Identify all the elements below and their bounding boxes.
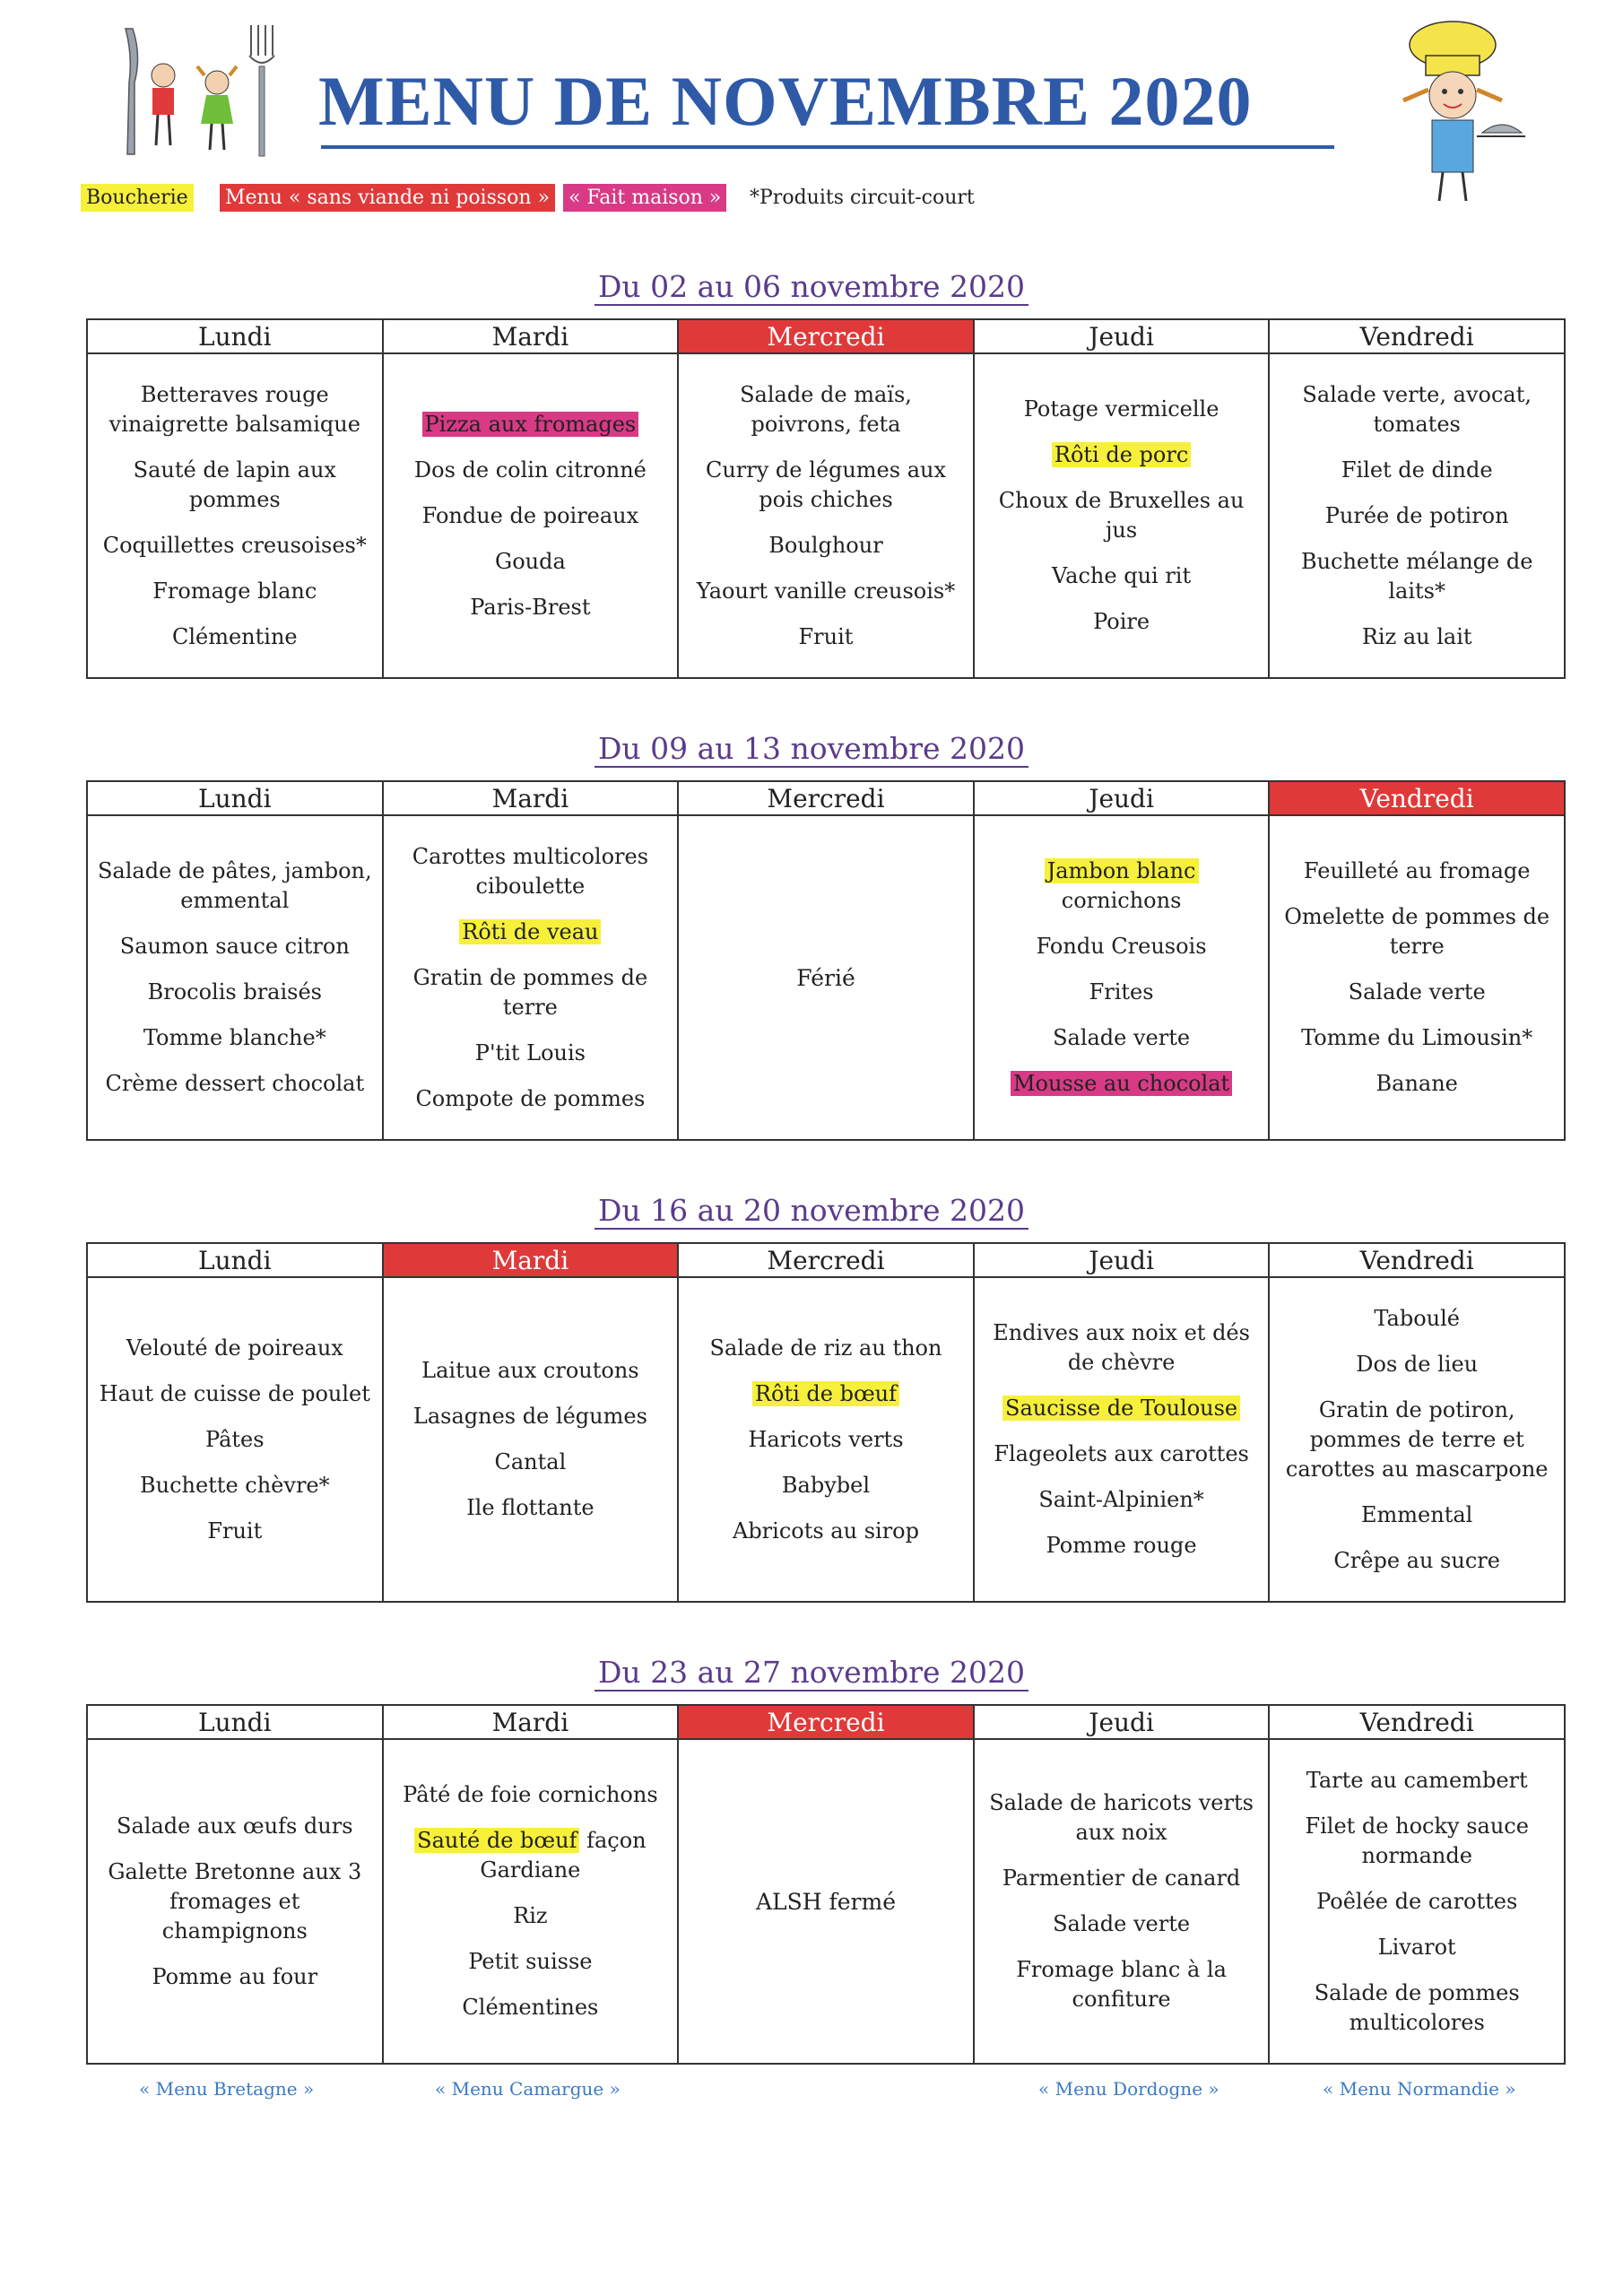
dish-name: Buchette chèvre*: [139, 1472, 330, 1498]
dish-name: Dos de colin citronné: [413, 457, 647, 483]
day-menu-cell: [87, 353, 383, 678]
dish-name: Fondu Creusois: [1036, 934, 1207, 959]
legend-boucherie: Boucherie: [81, 184, 194, 212]
menu-item: [688, 577, 964, 606]
menu-item: [97, 380, 373, 439]
day-menu-cell: [383, 815, 679, 1140]
day-menu-cell: [383, 353, 679, 678]
menu-item: [984, 440, 1260, 470]
menu-item: [97, 1425, 373, 1455]
menu-item: [1279, 1069, 1555, 1099]
menu-item: [984, 1069, 1260, 1099]
menu-item: [984, 607, 1260, 637]
menu-item: [984, 1485, 1260, 1515]
dish-suffix: façon Gardiane: [480, 1828, 647, 1883]
dish-name: Tomme du Limousin*: [1301, 1025, 1533, 1050]
menu-item: [1279, 380, 1555, 439]
title-underline: [321, 145, 1334, 149]
menu-item: [688, 380, 964, 439]
menu-item: [97, 1812, 373, 1841]
menu-item: [688, 456, 964, 515]
day-header: Jeudi: [974, 1243, 1270, 1277]
dish-name: Salade de haricots verts aux noix: [989, 1790, 1254, 1845]
dish-name: Curry de légumes aux pois chiches: [705, 457, 947, 512]
menu-item: [97, 1517, 373, 1546]
menu-item: [1279, 1887, 1555, 1917]
day-header: Mercredi: [678, 1705, 974, 1739]
day-menu-cell: [678, 1739, 974, 2064]
menu-item: [97, 1334, 373, 1363]
menu-item: [1279, 902, 1555, 961]
dish-name: Yaourt vanille creusois*: [696, 578, 956, 604]
highlighted-dish: Sauté de bœuf: [414, 1828, 579, 1853]
day-menu-cell: [1269, 353, 1565, 678]
day-menu-cell: [974, 353, 1270, 678]
menu-item: [393, 1493, 669, 1523]
dish-name: Velouté de poireaux: [126, 1335, 343, 1361]
menu-item: [97, 978, 373, 1007]
day-header: Mardi: [383, 1705, 679, 1739]
legend-sans-viande: Menu « sans viande ni poisson »: [220, 184, 555, 212]
menu-item: [97, 1379, 373, 1409]
dish-name: Fromage blanc à la confiture: [1016, 1957, 1227, 2012]
menu-item: [984, 932, 1260, 961]
dish-name: Salade de riz au thon: [709, 1335, 942, 1361]
menu-item: [1279, 1396, 1555, 1484]
chef-girl-illustration: [1376, 18, 1533, 211]
dish-name: Saumon sauce citron: [119, 934, 350, 959]
menu-item: [688, 1471, 964, 1500]
menu-item: [688, 963, 964, 993]
dish-name: Poire: [1093, 609, 1150, 634]
dish-name: Cantal: [494, 1449, 567, 1474]
dish-name: Parmentier de canard: [1002, 1866, 1241, 1891]
day-header: Lundi: [87, 1705, 383, 1739]
menu-item: [97, 1471, 373, 1500]
dish-name: Riz: [513, 1903, 548, 1928]
day-header: Mardi: [383, 319, 679, 353]
menu-item: [984, 1955, 1260, 2014]
menu-item: [393, 547, 669, 577]
dish-name: Salade de pâtes, jambon, emmental: [97, 858, 372, 913]
menu-item: [97, 1962, 373, 1992]
dish-name: Pomme au four: [152, 1963, 318, 1989]
dish-name: Abricots au sirop: [732, 1518, 919, 1544]
menu-item: [393, 842, 669, 901]
dish-name: Pomme rouge: [1046, 1533, 1197, 1558]
day-header: Jeudi: [974, 781, 1270, 815]
dish-name: Vache qui rit: [1052, 563, 1192, 588]
dish-name: Salade de pommes multicolores: [1314, 1979, 1520, 2035]
dish-name: Fruit: [798, 623, 854, 649]
menu-item: [393, 918, 669, 947]
menu-item: [97, 1857, 373, 1946]
dish-name: Brocolis braisés: [147, 979, 322, 1004]
menu-item: [688, 1334, 964, 1363]
highlighted-dish: Pizza aux fromages: [422, 412, 639, 437]
menu-item: [984, 1864, 1260, 1893]
menu-item: [393, 1780, 669, 1810]
menu-item: [97, 932, 373, 961]
menu-item: [688, 1887, 964, 1917]
dish-name: Saint-Alpinien*: [1038, 1487, 1204, 1512]
dish-name: Haut de cuisse de poulet: [99, 1380, 370, 1406]
highlighted-dish: Saucisse de Toulouse: [1002, 1396, 1240, 1421]
dish-name: Crêpe au sucre: [1333, 1547, 1500, 1573]
menu-item: [984, 1318, 1260, 1378]
menu-item: [984, 857, 1260, 916]
menu-item: [1279, 1304, 1555, 1334]
menu-item: [97, 1069, 373, 1099]
dish-name: Salade de maïs, poivrons, feta: [740, 381, 912, 437]
dish-name: Salade verte, avocat, tomates: [1302, 381, 1532, 437]
dish-name: Clémentine: [171, 623, 298, 649]
dish-name: Paris-Brest: [470, 594, 591, 620]
menu-item: [984, 1531, 1260, 1561]
legend-circuit-court: *Produits circuit-court: [750, 187, 975, 209]
menu-item: [984, 1439, 1260, 1469]
day-menu-cell: [678, 353, 974, 678]
highlighted-dish: Rôti de veau: [459, 919, 601, 944]
menu-item: [984, 1394, 1260, 1423]
menu-item: [1279, 978, 1555, 1007]
week-title-text: Du 23 au 27 novembre 2020: [595, 1655, 1028, 1692]
day-menu-cell: [87, 1277, 383, 1602]
dish-name: Flageolets aux carottes: [994, 1441, 1249, 1466]
menu-normandie-link[interactable]: « Menu Normandie »: [1323, 2078, 1516, 2100]
day-header: Lundi: [87, 319, 383, 353]
menu-item: [97, 1023, 373, 1053]
menu-dordogne-link[interactable]: « Menu Dordogne »: [1038, 2078, 1219, 2100]
day-menu-cell: [383, 1277, 679, 1602]
day-menu-cell: [678, 1277, 974, 1602]
menu-item: [393, 1826, 669, 1885]
day-header: Mardi: [383, 781, 679, 815]
menu-item: [1279, 622, 1555, 652]
day-menu-cell: [383, 1739, 679, 2064]
day-menu-cell: [678, 815, 974, 1140]
dish-name: ALSH fermé: [755, 1888, 896, 1915]
week-title-text: Du 16 au 20 novembre 2020: [595, 1193, 1028, 1230]
menu-item: [688, 1517, 964, 1546]
week-menu-table: [86, 1242, 1566, 1603]
day-menu-cell: [974, 1277, 1270, 1602]
menu-item: [1279, 1500, 1555, 1530]
dish-name: Petit suisse: [468, 1949, 593, 1974]
menu-item: [393, 963, 669, 1022]
page-title: MENU DE NOVEMBRE 2020: [318, 62, 1253, 140]
dish-name: Crème dessert chocolat: [105, 1071, 365, 1096]
menu-item: [393, 593, 669, 622]
kids-cutlery-illustration: [108, 20, 287, 163]
dish-name: Gratin de pommes de terre: [412, 964, 648, 1020]
dish-name: Gratin de potiron, pommes de terre et carottes au mascarpone: [1285, 1396, 1549, 1482]
day-header: Lundi: [87, 1243, 383, 1277]
dish-name: Omelette de pommes de terre: [1284, 904, 1550, 959]
dish-name: Betteraves rouge vinaigrette balsamique: [108, 381, 360, 437]
menu-item: [984, 1788, 1260, 1848]
menu-item: [393, 1448, 669, 1477]
menu-item: [393, 1901, 669, 1931]
dish-name: Buchette mélange de laits*: [1300, 548, 1533, 604]
week-title-text: Du 09 au 13 novembre 2020: [595, 731, 1028, 768]
dish-name: Coquillettes creusoises*: [102, 532, 367, 558]
menu-item: [97, 456, 373, 515]
dish-name: Poêlée de carottes: [1316, 1888, 1518, 1914]
menu-item: [688, 531, 964, 561]
dish-name: P'tit Louis: [474, 1039, 586, 1065]
menu-item: [393, 1402, 669, 1431]
menu-item: [1279, 1350, 1555, 1379]
week-title-text: Du 02 au 06 novembre 2020: [595, 269, 1028, 306]
menu-item: [1279, 1023, 1555, 1053]
menu-item: [1279, 1933, 1555, 1962]
dish-name: Fruit: [207, 1518, 263, 1544]
week-title: [0, 269, 1623, 304]
week-menu-table: [86, 318, 1566, 679]
highlighted-dish: Rôti de porc: [1052, 442, 1191, 467]
menu-item: [1279, 501, 1555, 531]
menu-item: [984, 978, 1260, 1007]
day-header: Mercredi: [678, 319, 974, 353]
dish-name: Gouda: [495, 548, 566, 574]
dish-name: Salade aux œufs durs: [117, 1813, 353, 1839]
dish-name: Ile flottante: [466, 1495, 595, 1520]
dish-name: Purée de potiron: [1324, 502, 1509, 528]
day-header: Vendredi: [1269, 319, 1565, 353]
menu-item: [1279, 1812, 1555, 1871]
dish-name: Banane: [1376, 1071, 1458, 1096]
menu-item: [984, 486, 1260, 545]
day-menu-cell: [1269, 1739, 1565, 2064]
dish-name: Fromage blanc: [152, 578, 317, 604]
dish-name: Férié: [796, 964, 855, 991]
day-header: Mardi: [383, 1243, 679, 1277]
week-title: [0, 731, 1623, 766]
day-header: Vendredi: [1269, 1243, 1565, 1277]
menu-item: [393, 501, 669, 531]
day-menu-cell: [974, 815, 1270, 1140]
dish-suffix: cornichons: [1061, 888, 1182, 913]
week-menu-table: [86, 780, 1566, 1141]
dish-name: Filet de hocky sauce normande: [1305, 1813, 1529, 1868]
dish-name: Filet de dinde: [1341, 457, 1493, 483]
dish-name: Fondue de poireaux: [421, 502, 639, 528]
dish-name: Emmental: [1361, 1501, 1473, 1527]
dish-name: Choux de Bruxelles au jus: [998, 488, 1245, 543]
dish-name: Dos de lieu: [1356, 1351, 1479, 1377]
day-menu-cell: [87, 1739, 383, 2064]
day-header: Vendredi: [1269, 781, 1565, 815]
menu-item: [1279, 1546, 1555, 1576]
dish-name: Sauté de lapin aux pommes: [133, 457, 336, 512]
dish-name: Tarte au camembert: [1306, 1767, 1528, 1793]
menu-item: [1279, 456, 1555, 485]
day-menu-cell: [87, 815, 383, 1140]
menu-bretagne-link[interactable]: « Menu Bretagne »: [139, 2078, 315, 2100]
legend-fait-maison: « Fait maison »: [563, 184, 726, 212]
dish-name: Babybel: [781, 1472, 871, 1498]
dish-name: Endives aux noix et dés de chèvre: [993, 1320, 1250, 1375]
highlighted-dish: Jambon blanc: [1045, 858, 1199, 883]
menu-item: [688, 1425, 964, 1455]
menu-item: [393, 1039, 669, 1068]
menu-item: [1279, 1979, 1555, 2038]
menu-item: [393, 1356, 669, 1386]
menu-item: [984, 1909, 1260, 1939]
dish-name: Riz au lait: [1361, 623, 1472, 649]
dish-name: Carottes multicolores ciboulette: [412, 843, 649, 899]
dish-name: Salade verte: [1053, 1025, 1191, 1050]
day-menu-cell: [1269, 815, 1565, 1140]
dish-name: Haricots verts: [748, 1426, 904, 1452]
menu-item: [984, 561, 1260, 591]
dish-name: Feuilleté au fromage: [1303, 858, 1531, 883]
dish-name: Compote de pommes: [415, 1085, 646, 1111]
dish-name: Lasagnes de légumes: [412, 1404, 647, 1429]
menu-camargue-link[interactable]: « Menu Camargue »: [435, 2078, 621, 2100]
menu-item: [984, 1023, 1260, 1053]
menu-item: [393, 1947, 669, 1977]
week-title: [0, 1193, 1623, 1228]
menu-item: [984, 395, 1260, 424]
day-header: Mercredi: [678, 781, 974, 815]
dish-name: Salade verte: [1348, 979, 1486, 1004]
menu-item: [1279, 547, 1555, 606]
menu-item: [688, 622, 964, 652]
dish-name: Taboulé: [1374, 1305, 1460, 1331]
menu-item: [688, 1379, 964, 1409]
menu-item: [97, 577, 373, 606]
day-header: Mercredi: [678, 1243, 974, 1277]
day-header: Jeudi: [974, 319, 1270, 353]
dish-name: Frites: [1089, 979, 1154, 1004]
menu-item: [1279, 857, 1555, 886]
menu-item: [393, 1993, 669, 2022]
dish-name: Tomme blanche*: [143, 1025, 326, 1050]
day-header: Lundi: [87, 781, 383, 815]
menu-item: [1279, 1766, 1555, 1796]
dish-name: Potage vermicelle: [1023, 396, 1219, 422]
dish-name: Galette Bretonne aux 3 fromages et champignons: [108, 1858, 362, 1944]
menu-item: [97, 857, 373, 916]
menu-item: [97, 622, 373, 652]
day-header: Vendredi: [1269, 1705, 1565, 1739]
menu-item: [393, 410, 669, 439]
dish-name: Salade verte: [1053, 1911, 1191, 1936]
dish-name: Boulghour: [768, 532, 883, 558]
dish-name: Pâté de foie cornichons: [403, 1782, 658, 1807]
menu-item: [393, 1084, 669, 1114]
day-menu-cell: [974, 1739, 1270, 2064]
highlighted-dish: Mousse au chocolat: [1011, 1071, 1232, 1096]
dish-name: Laitue aux croutons: [421, 1358, 639, 1383]
dish-name: Clémentines: [462, 1995, 599, 2020]
day-menu-cell: [1269, 1277, 1565, 1602]
dish-name: Livarot: [1377, 1934, 1456, 1960]
day-header: Jeudi: [974, 1705, 1270, 1739]
menu-item: [393, 456, 669, 485]
dish-name: Pâtes: [205, 1426, 265, 1452]
highlighted-dish: Rôti de bœuf: [752, 1381, 899, 1406]
week-menu-table: [86, 1704, 1566, 2065]
menu-item: [97, 531, 373, 561]
week-title: [0, 1655, 1623, 1690]
